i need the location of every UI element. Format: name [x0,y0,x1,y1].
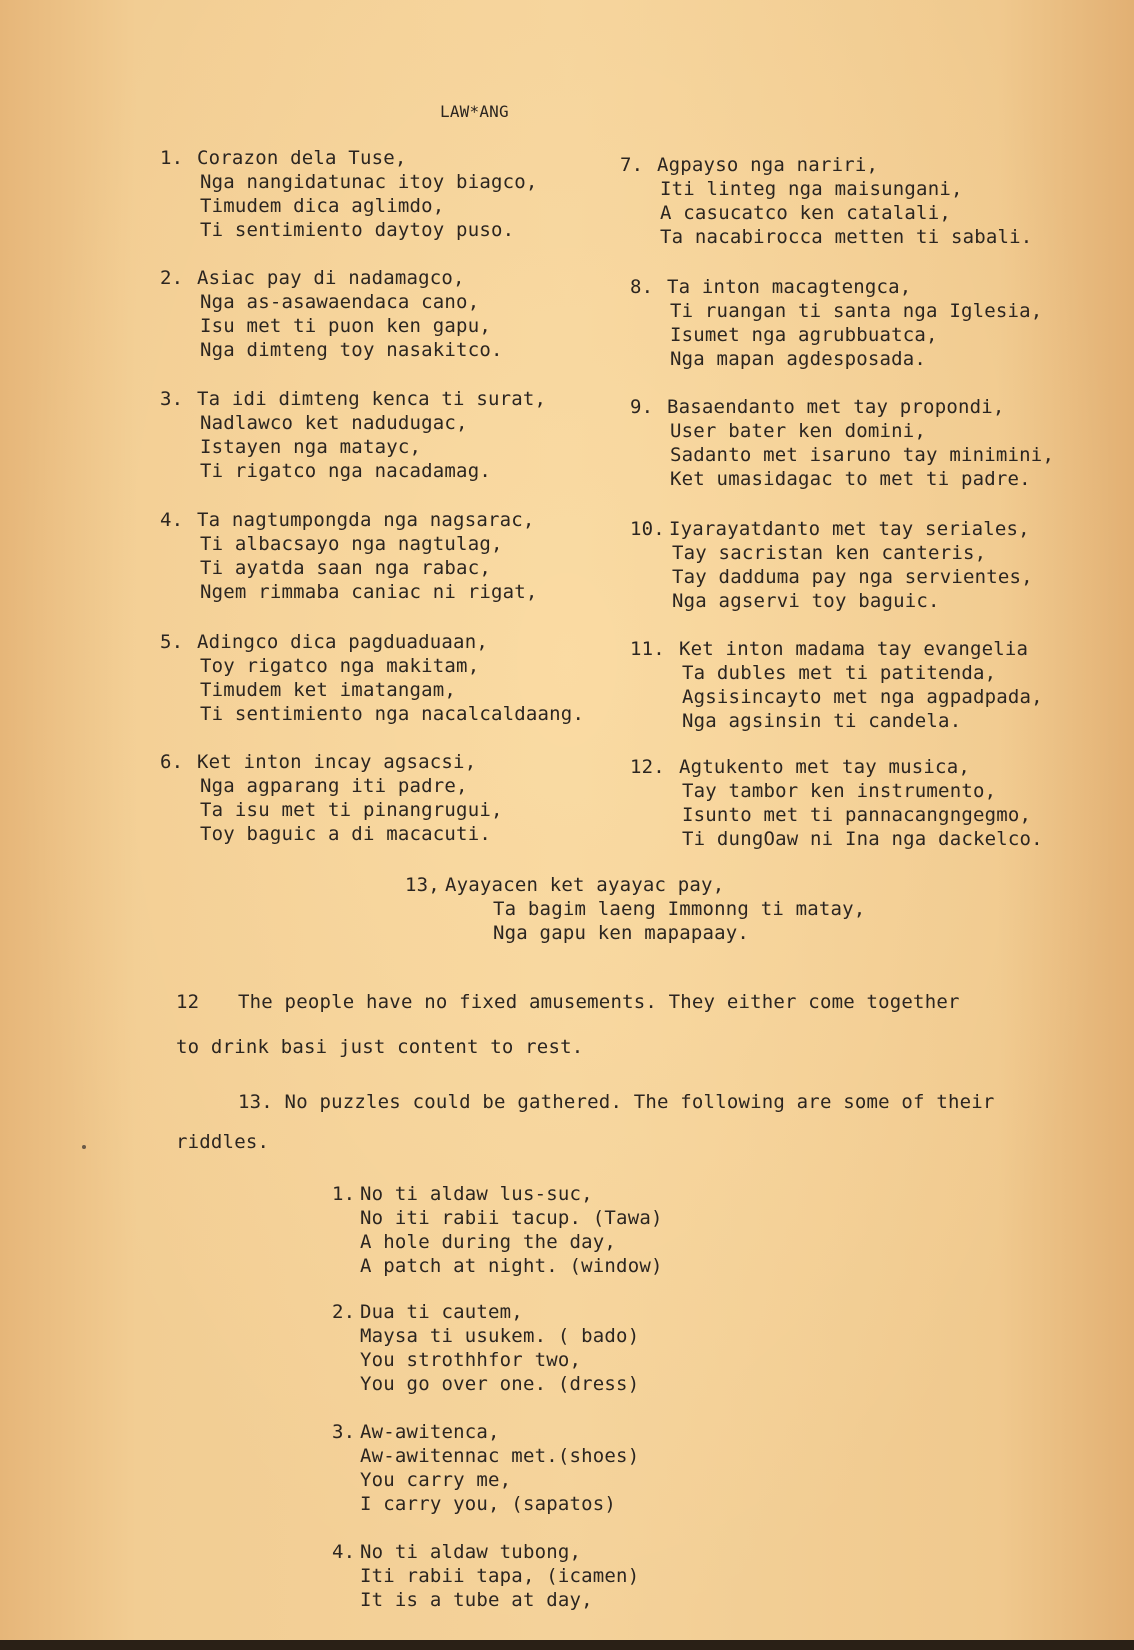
ink-spot [82,1145,86,1149]
riddle-line: Aw-awitennac met.(shoes) [360,1445,640,1467]
stanza-line: Ayayacen ket ayayac pay, [445,874,725,896]
stanza-line: Ta isu met ti pinangrugui, [200,799,503,821]
riddle-line: No ti aldaw lus-suc, [360,1183,593,1205]
stanza-number: 12. [630,756,665,778]
stanza-line: Nga nangidatunac itoy biagco, [200,171,538,193]
stanza-line: Tay tambor ken instrumento, [682,780,997,802]
stanza-line: Ti sentimiento daytoy puso. [200,219,515,241]
stanza-line: Agpayso nga nariri, [657,154,879,176]
stanza-line: Tay dadduma pay nga servientes, [672,566,1033,588]
stanza-line: Ket inton incay agsacsi, [197,751,477,773]
stanza-line: Nga gapu ken mapapaay. [493,922,750,944]
riddle-number: 3. [332,1421,356,1443]
stanza-number: 1. [160,147,184,169]
stanza-line: Nga dimteng toy nasakitco. [200,339,503,361]
stanza-line: Ta idi dimteng kenca ti surat, [197,388,547,410]
riddle-line: Aw-awitenca, [360,1421,500,1443]
stanza-line: Ti albacsayo nga nagtulag, [200,533,503,555]
paragraph-line: riddles. [176,1131,270,1153]
stanza-line: Ti ayatda saan nga rabac, [200,557,491,579]
stanza-line: Nga agsinsin ti candela. [682,710,962,732]
riddle-line: No ti aldaw tubong, [360,1541,582,1563]
stanza-number: 9. [630,396,654,418]
stanza-number: 2. [160,267,184,289]
stanza-line: A casucatco ken catalali, [660,202,951,224]
riddle-line: Maysa ti usukem. ( bado) [360,1325,640,1347]
stanza-number: 10. [630,518,665,540]
riddle-line: Dua ti cautem, [360,1301,523,1323]
stanza-line: Nga mapan agdesposada. [670,348,927,370]
stanza-line: Isunto met ti pannacangngegmo, [682,804,1032,826]
stanza-line: Isu met ti puon ken gapu, [200,315,491,337]
riddle-line: You carry me, [360,1469,512,1491]
page-title: LAW*ANG [440,102,509,121]
stanza-line: Toy rigatco nga makitam, [200,655,480,677]
stanza-line: Ket inton madama tay evangelia [679,638,1029,660]
stanza-number: 3. [160,388,184,410]
stanza-line: Agsisincayto met nga agpadpada, [682,686,1043,708]
stanza-line: Ngem rimmaba caniac ni rigat, [200,581,538,603]
stanza-line: Ket umasidagac to met ti padre. [670,468,1031,490]
stanza-line: Ta inton macagtengca, [667,276,912,298]
stanza-line: Toy baguic a di macacuti. [200,823,491,845]
paragraph-line: 13. No puzzles could be gathered. The following are some of their [238,1091,995,1113]
stanza-number: 13, [405,874,440,896]
stanza-number: 5. [160,631,184,653]
riddle-number: 4. [332,1541,356,1563]
stanza-line: Isumet nga agrubbuatca, [670,324,938,346]
stanza-number: 6. [160,751,184,773]
stanza-line: Nga agservi toy baguic. [672,590,940,612]
paragraph-marker: 12 [176,991,200,1013]
paragraph-line: The people have no fixed amusements. They either come together [238,991,960,1013]
stanza-line: Sadanto met isaruno tay minimini, [670,444,1055,466]
riddle-line: No iti rabii tacup. (Tawa) [360,1207,663,1229]
riddle-line: A patch at night. (window) [360,1255,663,1277]
stanza-line: Asiac pay di nadamagco, [197,267,465,289]
stanza-line: Ti sentimiento nga nacalcaldaang. [200,703,585,725]
stanza-number: 7. [620,154,644,176]
paragraph-line: to drink basi just content to rest. [176,1036,584,1058]
stanza-line: Iti linteg nga maisungani, [660,178,963,200]
stanza-line: Nadlawco ket nadudugac, [200,412,468,434]
stanza-line: Agtukento met tay musica, [679,756,970,778]
stanza-number: 4. [160,509,184,531]
stanza-line: Nga agparang iti padre, [200,775,468,797]
page-bottom-edge [0,1640,1134,1650]
stanza-line: Ta nacabirocca metten ti sabali. [660,226,1033,248]
stanza-line: Ta nagtumpongda nga nagsarac, [197,509,535,531]
stanza-line: Basaendanto met tay propondi, [667,396,1005,418]
stanza-line: Ti ruangan ti santa nga Iglesia, [670,300,1043,322]
riddle-line: Iti rabii tapa, (icamen) [360,1565,640,1587]
stanza-line: Ti dungOaw ni Ina nga dackelco. [682,828,1043,850]
stanza-number: 11. [630,638,665,660]
stanza-line: Ta bagim laeng Immonng ti matay, [493,898,866,920]
riddle-number: 2. [332,1301,356,1323]
stanza-line: Ta dubles met ti patitenda, [682,662,997,684]
stanza-line: Iyarayatdanto met tay seriales, [669,518,1030,540]
stanza-line: Corazon dela Tuse, [197,147,407,169]
stanza-number: 8. [630,276,654,298]
stanza-line: Tay sacristan ken canteris, [672,542,987,564]
stanza-line: Istayen nga matayc, [200,436,422,458]
riddle-number: 1. [332,1183,356,1205]
riddle-line: I carry you, (sapatos) [360,1493,617,1515]
stanza-line: User bater ken domini, [670,420,927,442]
stanza-line: Ti rigatco nga nacadamag. [200,460,491,482]
stanza-line: Adingco dica pagduaduaan, [197,631,488,653]
riddle-line: You go over one. (dress) [360,1373,640,1395]
stanza-line: Timudem ket imatangam, [200,679,457,701]
riddle-line: You strothhfor two, [360,1349,582,1371]
riddle-line: It is a tube at day, [360,1589,593,1611]
riddle-line: A hole during the day, [360,1231,617,1253]
stanza-line: Nga as-asawaendaca cano, [200,291,480,313]
stanza-line: Timudem dica aglimdo, [200,195,445,217]
